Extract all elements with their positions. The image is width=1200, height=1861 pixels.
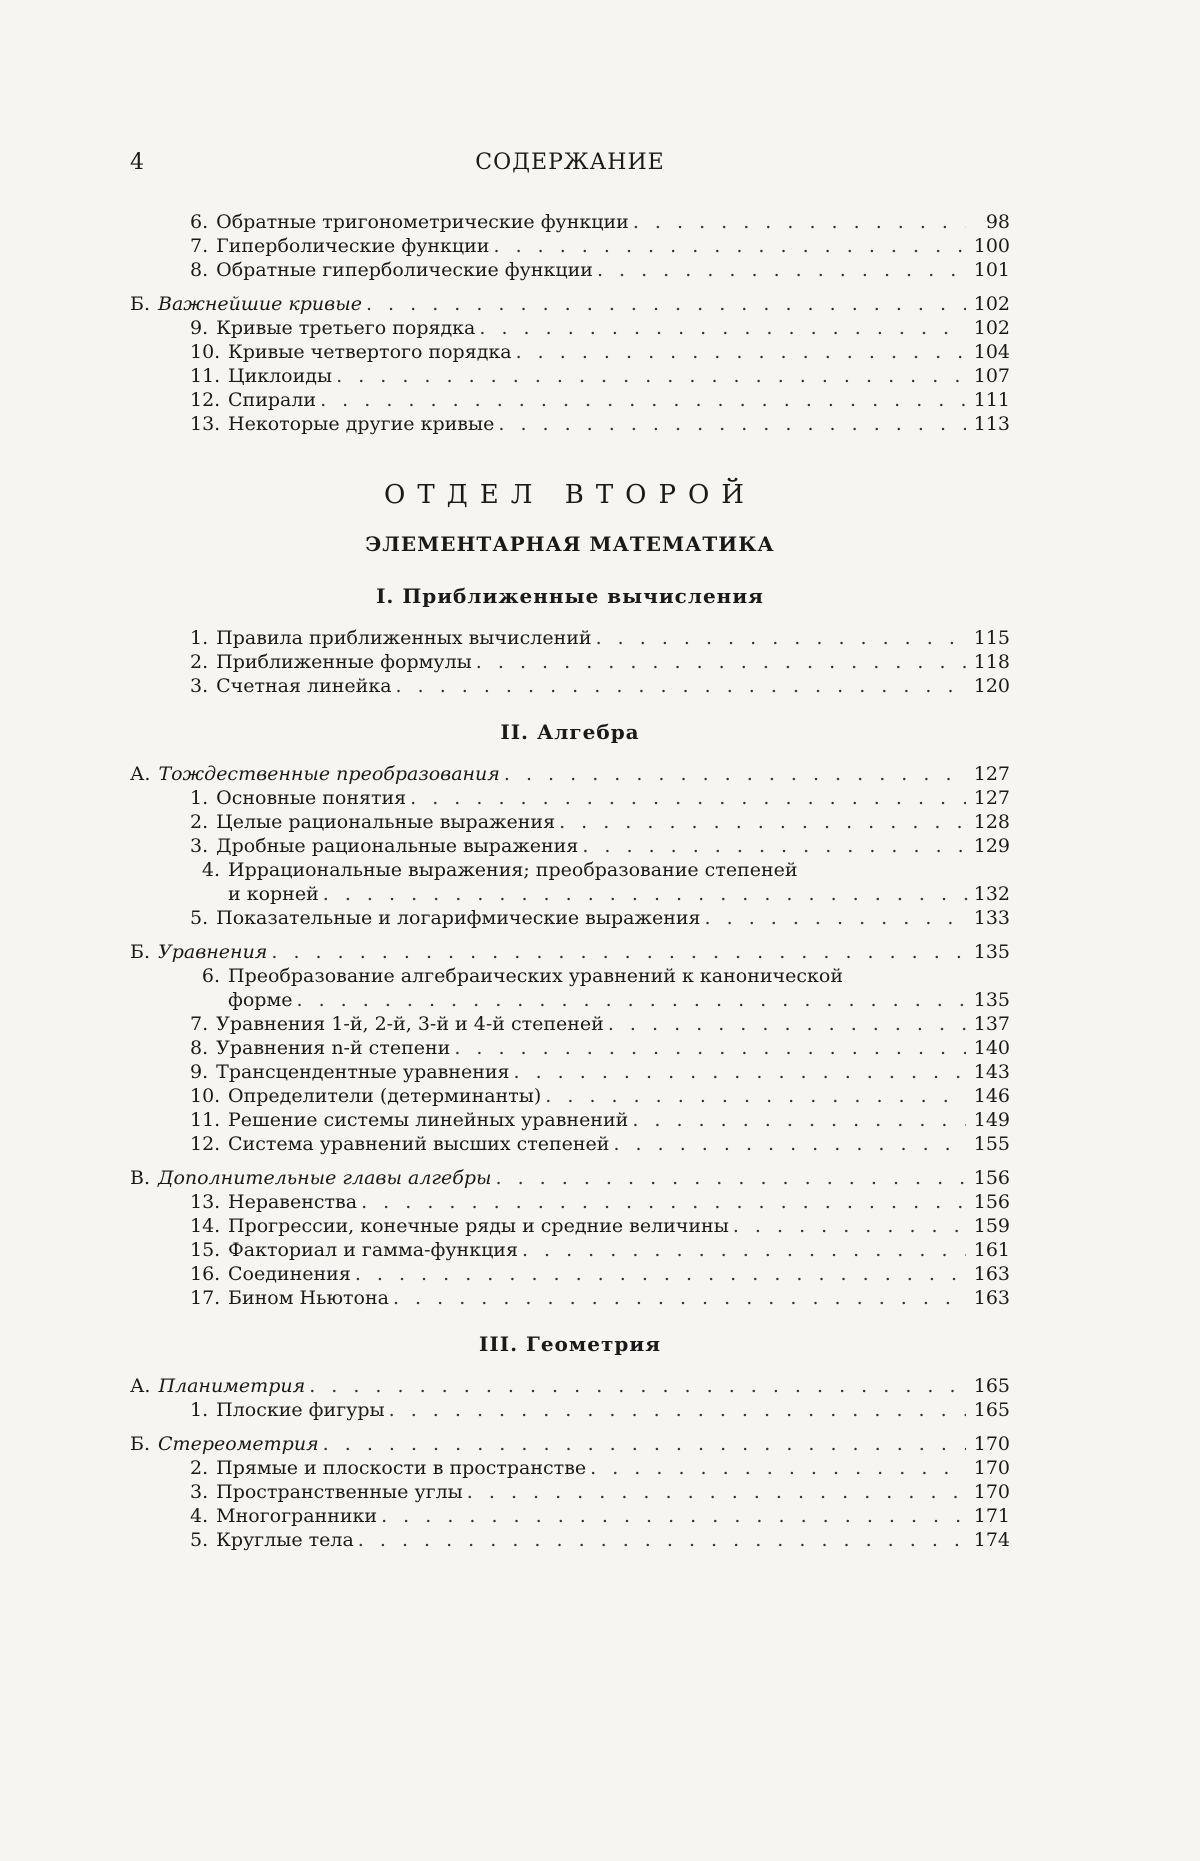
toc-entry: [130, 810, 1010, 834]
entry-page: 102: [973, 293, 1010, 315]
entry-title: Круглые тела: [216, 1529, 354, 1551]
entry-number: А.: [130, 763, 151, 785]
leader-dots: [559, 810, 966, 834]
leader-dots: [705, 906, 966, 930]
toc-entry: [130, 1060, 1010, 1084]
entry-page: 128: [973, 811, 1010, 833]
entry-number: 15.: [190, 1239, 221, 1261]
division-title: ОТДЕЛ ВТОРОЙ: [384, 480, 756, 510]
entry-title: Дополнительные главы алгебры: [158, 1167, 492, 1189]
entry-title: Многогранники: [216, 1505, 378, 1527]
entry-title: Неравенства: [228, 1191, 358, 1213]
toc-entry: [130, 1190, 1010, 1214]
toc-entry: [130, 388, 1010, 412]
leader-dots: [632, 1108, 966, 1132]
entry-title: Кривые третьего порядка: [216, 317, 476, 339]
entry-number: 2.: [190, 811, 209, 833]
entry-title: Правила приближенных вычислений: [216, 627, 592, 649]
leader-dots: [323, 1432, 966, 1456]
leader-dots: [297, 988, 970, 1012]
entry-title: Бином Ньютона: [228, 1287, 389, 1309]
entry-page: 100: [973, 235, 1010, 257]
entry-title: Стереометрия: [158, 1433, 319, 1455]
leader-dots: [467, 1480, 966, 1504]
leader-dots: [633, 210, 966, 234]
entry-number: 17.: [190, 1287, 221, 1309]
leader-dots: [393, 1286, 966, 1310]
leader-dots: [545, 1084, 966, 1108]
entry-page: 98: [985, 211, 1010, 233]
entry-page: 165: [973, 1399, 1010, 1421]
entry-page: 156: [973, 1167, 1010, 1189]
entry-number: 13.: [190, 413, 221, 435]
entry-page: 159: [973, 1215, 1010, 1237]
entry-number: 10.: [190, 341, 221, 363]
toc-entry: [130, 340, 1010, 364]
toc-entry: [130, 234, 1010, 258]
toc-entry: [130, 858, 1010, 906]
leader-dots: [514, 1060, 966, 1084]
entry-page: 155: [973, 1133, 1010, 1155]
toc-entry: [130, 1132, 1010, 1156]
entry-number: 9.: [190, 1061, 209, 1083]
entry-page: 140: [973, 1037, 1010, 1059]
entry-number: 2.: [190, 651, 209, 673]
toc-entry: [130, 1528, 1010, 1552]
toc-entry: [130, 1084, 1010, 1108]
entry-page: 170: [973, 1481, 1010, 1503]
leader-dots: [320, 388, 966, 412]
division-subtitle: ЭЛЕМЕНТАРНАЯ МАТЕМАТИКА: [365, 532, 775, 556]
entry-title-continued: форме: [228, 989, 293, 1011]
entry-number: 14.: [190, 1215, 221, 1237]
entry-title: Уравнения: [158, 941, 268, 963]
entry-title: Циклоиды: [228, 365, 333, 387]
entry-title: Приближенные формулы: [216, 651, 472, 673]
entry-title: Трансцендентные уравнения: [216, 1061, 510, 1083]
entry-page: 101: [973, 259, 1010, 281]
leader-dots: [396, 674, 966, 698]
toc-entry: [130, 1108, 1010, 1132]
entry-number: Б.: [130, 293, 151, 315]
toc-entry: [130, 650, 1010, 674]
leader-dots: [309, 1374, 966, 1398]
entry-page: 137: [973, 1013, 1010, 1035]
leader-dots: [271, 940, 966, 964]
entry-title: Прямые и плоскости в пространстве: [216, 1457, 587, 1479]
toc-entry: [130, 786, 1010, 810]
chapter-title: III. Геометрия: [479, 1332, 661, 1356]
entry-page: 118: [973, 651, 1010, 673]
entry-page: 135: [973, 989, 1010, 1011]
entry-title: Обратные тригонометрические функции: [216, 211, 629, 233]
entry-title: Кривые четвертого порядка: [228, 341, 512, 363]
toc-entry: [130, 626, 1010, 650]
toc-entry: [130, 964, 1010, 1012]
toc-category: [130, 1166, 1010, 1190]
entry-page: 115: [973, 627, 1010, 649]
entry-title: Показательные и логарифмические выражения: [216, 907, 701, 929]
entry-number: 4.: [201, 859, 220, 881]
entry-title: Пространственные углы: [216, 1481, 463, 1503]
entry-number: 2.: [190, 1457, 209, 1479]
entry-title: Дробные рациональные выражения: [216, 835, 579, 857]
toc-entry: [130, 258, 1010, 282]
entry-number: 16.: [190, 1263, 221, 1285]
leader-dots: [361, 1190, 966, 1214]
entry-number: 12.: [190, 1133, 221, 1155]
entry-title: Спирали: [228, 389, 317, 411]
chapter-title: I. Приближенные вычисления: [376, 584, 764, 608]
entry-number: 3.: [190, 835, 209, 857]
entry-title: Некоторые другие кривые: [228, 413, 495, 435]
entry-number: 5.: [190, 1529, 209, 1551]
entry-page: 165: [973, 1375, 1010, 1397]
entry-page: 156: [973, 1191, 1010, 1213]
toc-entry: [130, 1286, 1010, 1310]
entry-number: В.: [130, 1167, 151, 1189]
toc-entry: [130, 364, 1010, 388]
toc: [130, 210, 1010, 1552]
entry-title: Уравнения 1-й, 2-й, 3-й и 4-й степеней: [216, 1013, 604, 1035]
entry-number: 8.: [190, 1037, 209, 1059]
entry-number: А.: [130, 1375, 151, 1397]
entry-number: 3.: [190, 675, 209, 697]
entry-number: 9.: [190, 317, 209, 339]
entry-title: Система уравнений высших степеней: [228, 1133, 610, 1155]
entry-number: 1.: [190, 1399, 209, 1421]
entry-number: 6.: [190, 211, 209, 233]
toc-entry: [130, 1480, 1010, 1504]
entry-number: 12.: [190, 389, 221, 411]
toc-category: [130, 1374, 1010, 1398]
entry-number: 11.: [190, 1109, 221, 1131]
toc-entry: [130, 674, 1010, 698]
leader-dots: [479, 316, 966, 340]
leader-dots: [389, 1398, 966, 1422]
entry-number: 10.: [190, 1085, 221, 1107]
entry-title: Гиперболические функции: [216, 235, 490, 257]
toc-category: [130, 762, 1010, 786]
entry-page: 149: [973, 1109, 1010, 1131]
entry-page: 127: [973, 763, 1010, 785]
entry-title: Преобразование алгебраических уравнений к канонической: [228, 965, 843, 987]
toc-entry: [130, 412, 1010, 436]
leader-dots: [504, 762, 966, 786]
entry-title: Основные понятия: [216, 787, 407, 809]
entry-number: 13.: [190, 1191, 221, 1213]
entry-page: 143: [973, 1061, 1010, 1083]
entry-page: 127: [973, 787, 1010, 809]
entry-number: 1.: [190, 787, 209, 809]
leader-dots: [496, 1166, 966, 1190]
entry-page: 133: [973, 907, 1010, 929]
toc-entry: [130, 1262, 1010, 1286]
leader-dots: [613, 1132, 966, 1156]
toc-category: [130, 292, 1010, 316]
toc-group-top: [130, 210, 1010, 436]
leader-dots: [476, 650, 966, 674]
leader-dots: [323, 882, 970, 906]
entry-page: 132: [973, 883, 1010, 905]
entry-number: 6.: [201, 965, 220, 987]
toc-entry: [130, 316, 1010, 340]
leader-dots: [596, 626, 966, 650]
entry-title: Факториал и гамма-функция: [228, 1239, 518, 1261]
entry-number: 5.: [190, 907, 209, 929]
leader-dots: [582, 834, 966, 858]
entry-number: 11.: [190, 365, 221, 387]
leader-dots: [381, 1504, 966, 1528]
page-number: 4: [130, 150, 144, 175]
entry-title: Целые рациональные выражения: [216, 811, 556, 833]
entry-page: 104: [973, 341, 1010, 363]
toc-entry: [130, 906, 1010, 930]
entry-page: 170: [973, 1433, 1010, 1455]
running-title: СОДЕРЖАНИЕ: [475, 150, 665, 175]
entry-page: 120: [973, 675, 1010, 697]
entry-number: 7.: [190, 235, 209, 257]
leader-dots: [516, 340, 966, 364]
entry-number: 8.: [190, 259, 209, 281]
toc-group-chapter2b: [130, 906, 1010, 964]
toc-group-chapter1: [130, 626, 1010, 698]
page-header: [130, 150, 1010, 182]
leader-dots: [733, 1214, 966, 1238]
entry-page: 146: [973, 1085, 1010, 1107]
entry-page: 135: [973, 941, 1010, 963]
entry-page: 102: [973, 317, 1010, 339]
leader-dots: [410, 786, 966, 810]
entry-title: Счетная линейка: [216, 675, 392, 697]
entry-page: 163: [973, 1263, 1010, 1285]
toc-entry: [130, 1398, 1010, 1422]
toc-entry: [130, 1504, 1010, 1528]
toc-category: [130, 1432, 1010, 1456]
toc-group-chapter2a: [130, 762, 1010, 858]
entry-title: Уравнения n-й степени: [216, 1037, 451, 1059]
entry-page: 163: [973, 1287, 1010, 1309]
entry-title-continued: и корней: [228, 883, 319, 905]
entry-page: 107: [973, 365, 1010, 387]
entry-title: Определители (детерминанты): [228, 1085, 542, 1107]
toc-group-chapter3: [130, 1374, 1010, 1552]
entry-number: 3.: [190, 1481, 209, 1503]
leader-dots: [522, 1238, 966, 1262]
entry-title: Обратные гиперболические функции: [216, 259, 593, 281]
entry-page: 113: [973, 413, 1010, 435]
entry-page: 129: [973, 835, 1010, 857]
entry-title: Важнейшие кривые: [158, 293, 362, 315]
entry-page: 174: [973, 1529, 1010, 1551]
toc-entry: [130, 1238, 1010, 1262]
chapter-title: II. Алгебра: [500, 720, 640, 744]
leader-dots: [355, 1262, 966, 1286]
toc-entry: [130, 1036, 1010, 1060]
leader-dots: [493, 234, 966, 258]
entry-page: 170: [973, 1457, 1010, 1479]
entry-title: Иррациональные выражения; преобразование степеней: [228, 859, 798, 881]
entry-title: Соединения: [228, 1263, 351, 1285]
leader-dots: [498, 412, 966, 436]
entry-number: 4.: [190, 1505, 209, 1527]
toc-category: [130, 940, 1010, 964]
toc-entry: [130, 1456, 1010, 1480]
entry-title: Тождественные преобразования: [158, 763, 500, 785]
leader-dots: [366, 292, 966, 316]
leader-dots: [454, 1036, 966, 1060]
toc-entry: [130, 1214, 1010, 1238]
entry-page: 111: [973, 389, 1010, 411]
entry-title: Решение системы линейных уравнений: [228, 1109, 629, 1131]
entry-number: 7.: [190, 1013, 209, 1035]
toc-entry: [130, 834, 1010, 858]
entry-number: 1.: [190, 627, 209, 649]
leader-dots: [358, 1528, 966, 1552]
entry-title: Плоские фигуры: [216, 1399, 385, 1421]
leader-dots: [608, 1012, 966, 1036]
leader-dots: [597, 258, 966, 282]
entry-title: Планиметрия: [158, 1375, 306, 1397]
entry-number: Б.: [130, 941, 151, 963]
leader-dots: [590, 1456, 966, 1480]
entry-title: Прогрессии, конечные ряды и средние величины: [228, 1215, 729, 1237]
toc-group-chapter2c: [130, 1012, 1010, 1310]
toc-entry: [130, 1012, 1010, 1036]
leader-dots: [336, 364, 966, 388]
entry-page: 171: [973, 1505, 1010, 1527]
entry-page: 161: [973, 1239, 1010, 1261]
toc-entry: [130, 210, 1010, 234]
entry-number: Б.: [130, 1433, 151, 1455]
